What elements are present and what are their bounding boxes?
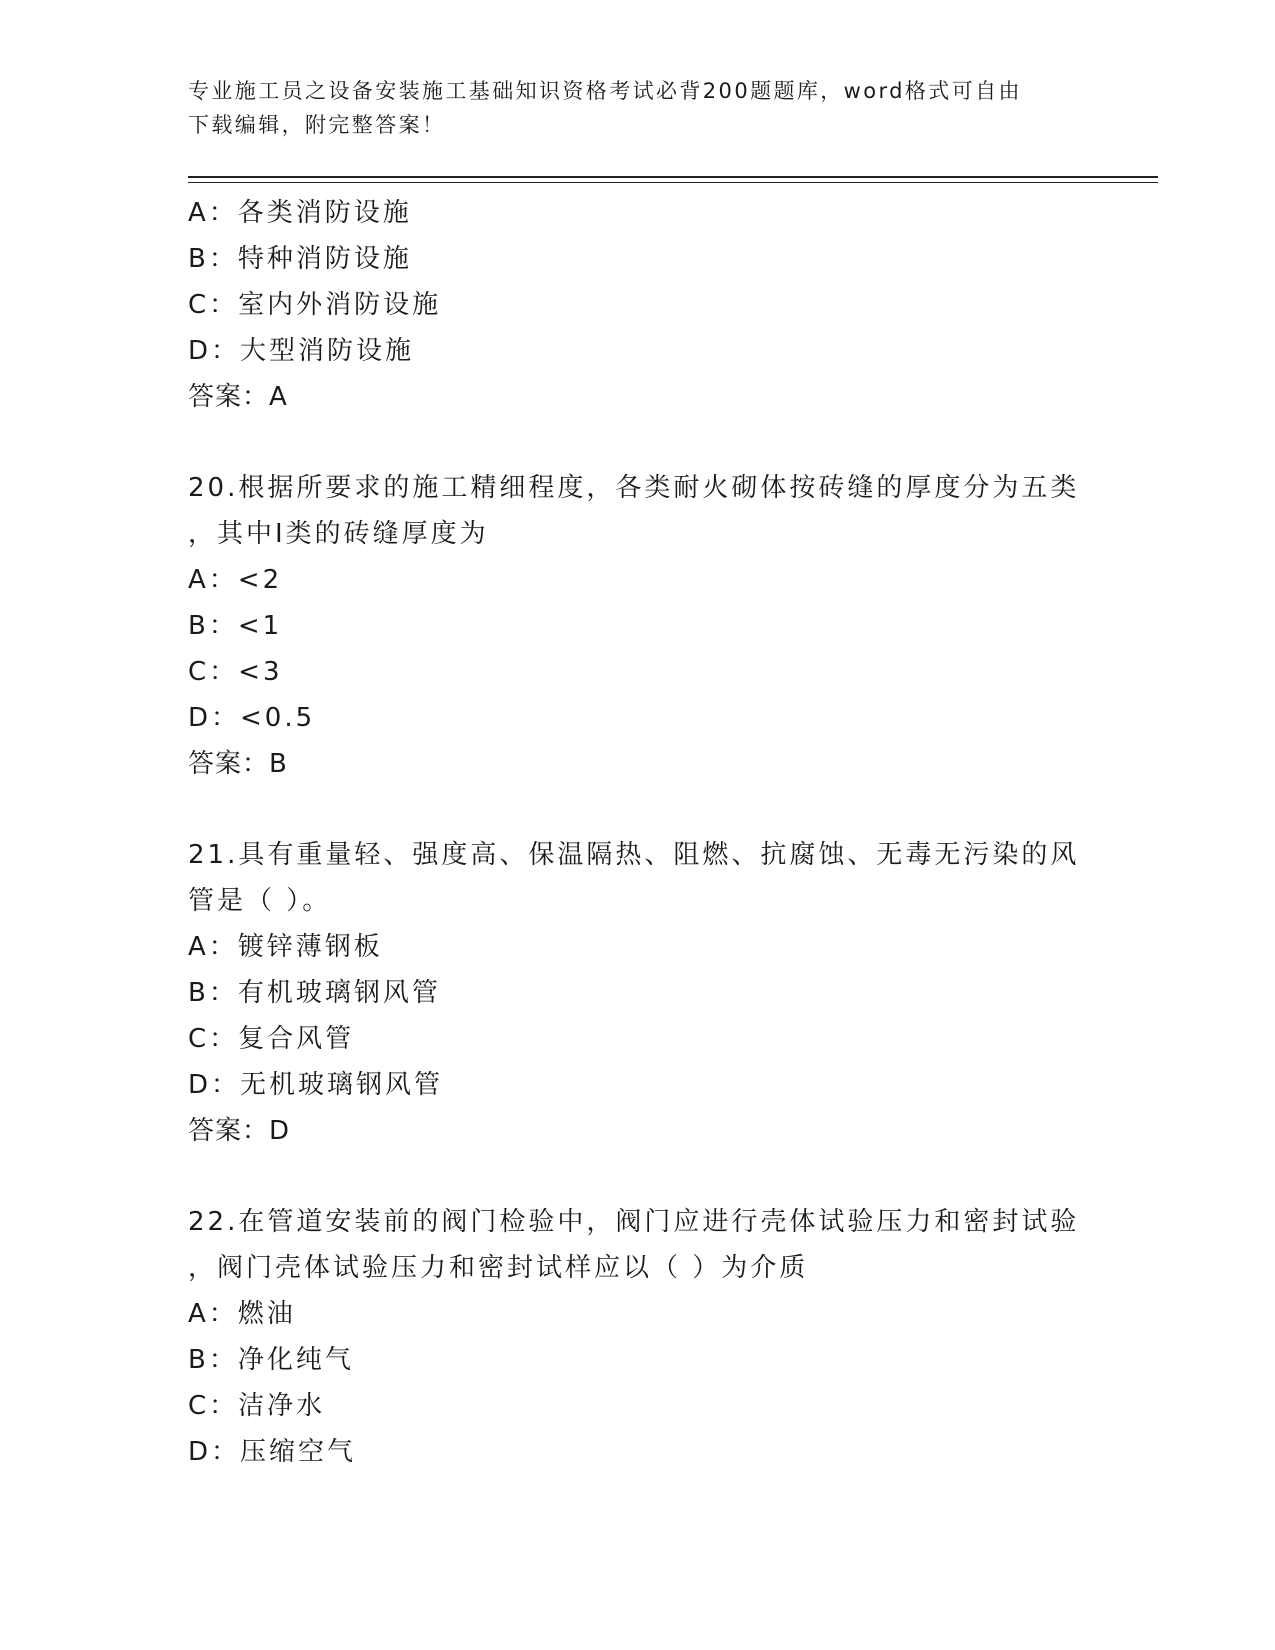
option-d: D：大型消防设施	[188, 336, 415, 366]
question-text: ，其中Ⅰ类的砖缝厚度为	[188, 519, 489, 549]
answer-line: 答案：A	[188, 382, 288, 412]
option-d: D：<0.5	[188, 703, 316, 733]
option-c: C：洁净水	[188, 1391, 326, 1421]
question-list	[188, 190, 1088, 1475]
option-b: B：净化纯气	[188, 1345, 354, 1375]
question-text: 21.具有重量轻、强度高、保温隔热、阻燃、抗腐蚀、无毒无污染的风	[188, 840, 1080, 870]
option-b: B：<1	[188, 611, 283, 641]
question-block	[188, 190, 1088, 420]
option-c: C：复合风管	[188, 1024, 355, 1054]
answer-line: 答案：D	[188, 1116, 291, 1146]
option-d: D：无机玻璃钢风管	[188, 1070, 444, 1100]
question-block	[188, 1199, 1088, 1475]
option-a: A：燃油	[188, 1299, 296, 1329]
question-text: ，阀门壳体试验压力和密封试样应以（ ）为介质	[188, 1253, 809, 1283]
header-line-1: 专业施工员之设备安装施工基础知识资格考试必背200题题库，word格式可自由	[188, 79, 1022, 103]
option-c: C：室内外消防设施	[188, 290, 442, 320]
question-block	[188, 832, 1088, 1154]
header-rule-thick	[188, 176, 1158, 178]
option-c: C：<3	[188, 657, 283, 687]
question-text: 22.在管道安装前的阀门检验中，阀门应进行壳体试验压力和密封试验	[188, 1207, 1080, 1237]
answer-line: 答案：B	[188, 749, 288, 779]
document-header	[188, 74, 1068, 142]
option-a: A：镀锌薄钢板	[188, 932, 383, 962]
header-line-2: 下载编辑，附完整答案！	[188, 113, 446, 137]
option-b: B：有机玻璃钢风管	[188, 978, 441, 1008]
option-a: A：各类消防设施	[188, 198, 412, 228]
option-a: A：<2	[188, 565, 283, 595]
header-rule-thin	[188, 182, 1158, 183]
question-text: 20.根据所要求的施工精细程度，各类耐火砌体按砖缝的厚度分为五类	[188, 473, 1080, 503]
question-text: 管是（ ）。	[188, 886, 332, 916]
option-d: D：压缩空气	[188, 1437, 357, 1467]
question-block	[188, 465, 1088, 787]
option-b: B：特种消防设施	[188, 244, 412, 274]
